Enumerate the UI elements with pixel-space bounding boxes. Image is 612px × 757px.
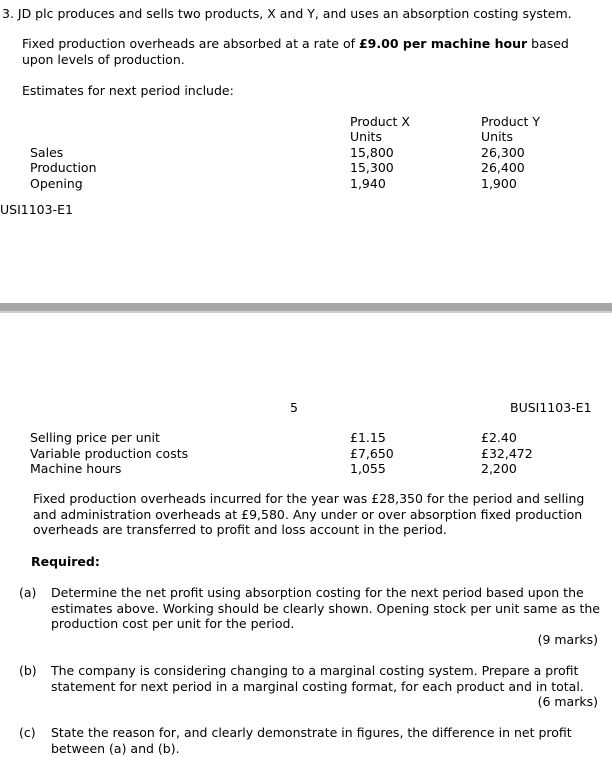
- table1-row-x: 1,940: [350, 176, 386, 191]
- required-label: Required:: [31, 554, 100, 569]
- table2-row-label: Variable production costs: [30, 446, 189, 461]
- table1-row-y: 26,400: [481, 160, 525, 175]
- part-c-letter: (c): [19, 725, 36, 740]
- part-a-text: Determine the net profit using absorption costing for the next period based upon the estimates above. Working should be clearly shown. Opening stock per unit same as the production cost per unit for the period.: [51, 585, 600, 631]
- page-number: 5: [290, 400, 298, 415]
- table1-row-label: Opening: [30, 176, 83, 191]
- estimates-label: Estimates for next period include:: [22, 83, 234, 98]
- overhead-post: based upon levels of production.: [22, 36, 569, 67]
- overhead-rate-text: [22, 36, 600, 67]
- part-a-marks: (9 marks): [537, 632, 598, 647]
- part-c-text: State the reason for, and clearly demonstrate in figures, the difference in net profit between (a) and (b).: [51, 725, 572, 756]
- table1-row-label: Production: [30, 160, 97, 175]
- table2-row-y: 2,200: [481, 461, 517, 476]
- product-y-units: Units: [481, 129, 513, 144]
- part-b-text: The company is considering changing to a marginal costing system. Prepare a profit statement for next period in a marginal costing format, for each product and in total.: [51, 663, 584, 694]
- part-b-letter: (b): [19, 663, 37, 678]
- table2-row-y: £32,472: [481, 446, 533, 461]
- product-x-header: Product X: [350, 114, 410, 129]
- product-y-header: Product Y: [481, 114, 541, 129]
- overhead-pre: Fixed production overheads are absorbed at a rate of: [22, 36, 359, 51]
- table2-row-y: £2.40: [481, 430, 517, 445]
- part-a-letter: (a): [19, 585, 37, 600]
- table1-row-x: 15,800: [350, 145, 394, 160]
- table2-row-x: £1.15: [350, 430, 386, 445]
- page-break-divider: [0, 303, 612, 311]
- overhead-rate-bold: £9.00 per machine hour: [358, 36, 528, 51]
- table2-row-label: Selling price per unit: [30, 430, 160, 445]
- table2-row-x: 1,055: [350, 461, 386, 476]
- question-intro: 3. JD plc produces and sells two products, X and Y, and uses an absorption costing system.: [2, 6, 572, 21]
- table1-row-y: 1,900: [481, 176, 517, 191]
- table1-row-y: 26,300: [481, 145, 525, 160]
- table1-row-label: Sales: [30, 145, 64, 160]
- page1-footer-code: USI1103-E1: [0, 202, 73, 217]
- page-break-shadow: [0, 311, 612, 313]
- table2-row-label: Machine hours: [30, 461, 122, 476]
- table1-row-x: 15,300: [350, 160, 394, 175]
- product-x-units: Units: [350, 129, 382, 144]
- table2-row-x: £7,650: [350, 446, 394, 461]
- page2-header-code: BUSI1103-E1: [510, 400, 592, 415]
- fixed-overheads-text: Fixed production overheads incurred for the year was £28,350 for the period and selling and administration overheads at £9,580. Any under or over absorption fixed production overheads are transferred to profit and loss account in the period.: [33, 491, 585, 537]
- part-b-marks: (6 marks): [537, 694, 598, 709]
